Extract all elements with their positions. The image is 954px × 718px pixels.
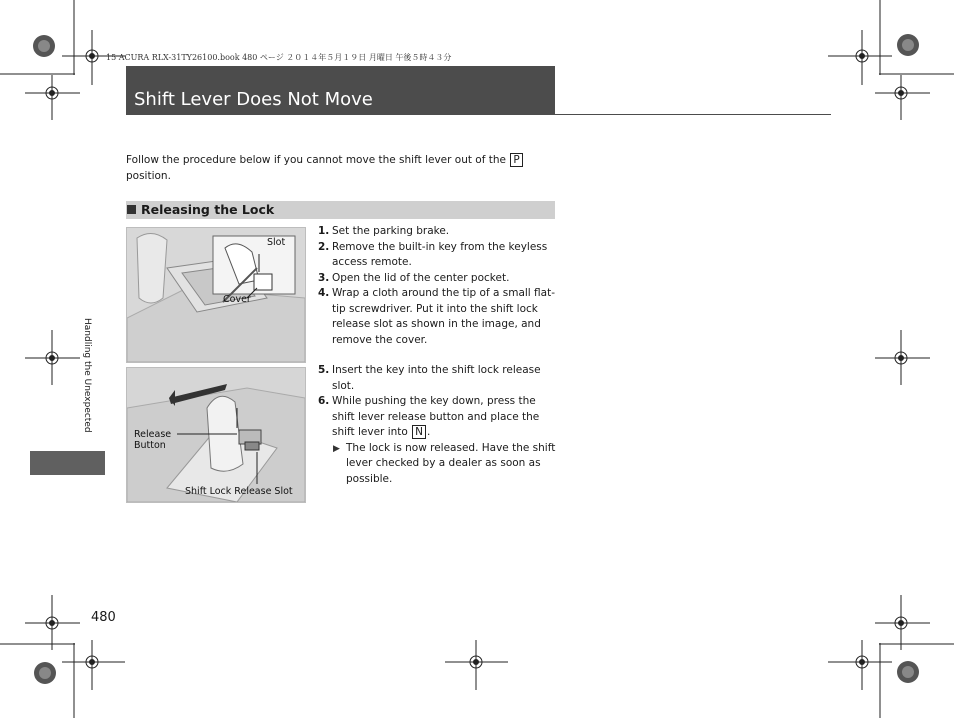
intro-text-before: Follow the procedure below if you cannot move the shift lever out of the xyxy=(126,154,506,166)
park-key-icon: P xyxy=(510,153,522,167)
steps-group-a xyxy=(318,224,558,348)
section-title: Releasing the Lock xyxy=(141,202,275,217)
step-text-end: . xyxy=(427,426,431,438)
step-number: 2. xyxy=(318,240,330,253)
steps-group-b xyxy=(318,363,558,487)
step-text: Set the parking brake. xyxy=(332,225,450,237)
figure-remove-cover xyxy=(126,227,306,363)
step-text: Open the lid of the center pocket. xyxy=(332,271,510,284)
result-arrow-icon: ▶ xyxy=(333,443,340,454)
printer-mark: 15 ACURA RLX-31TY26100.book 480 ページ ２０１４年５月１９日 月曜日 午後５時４３分 xyxy=(106,53,452,62)
neutral-key-icon: N xyxy=(412,425,426,439)
title-rule xyxy=(126,114,831,115)
callout-shift-lock-slot: Shift Lock Release Slot xyxy=(185,486,293,497)
step-item xyxy=(318,286,558,348)
step-number: 4. xyxy=(318,287,330,299)
step-item xyxy=(318,394,558,441)
step-item xyxy=(318,271,558,287)
step-item xyxy=(318,224,558,240)
step-text: Insert the key into the shift lock release slot. xyxy=(332,364,541,392)
callout-release-2: Button xyxy=(134,440,166,451)
center-console-illustration xyxy=(127,228,305,362)
step-text: Wrap a cloth around the tip of a small flat-tip screwdriver. Put it into the shift lock release slot as shown in the image, and remove the cover. xyxy=(332,287,556,346)
step-number: 3. xyxy=(318,271,330,284)
page-number: 480 xyxy=(91,610,116,625)
section-square-icon xyxy=(127,205,136,214)
callout-cover: Cover xyxy=(223,294,251,305)
page-title: Shift Lever Does Not Move xyxy=(134,89,373,110)
result-note xyxy=(318,441,558,488)
figure-shift-lock-release xyxy=(126,367,306,503)
step-text: Remove the built-in key from the keyless access remote. xyxy=(332,240,548,268)
step-number: 6. xyxy=(318,395,330,407)
side-tab-marker xyxy=(30,451,105,475)
intro-paragraph xyxy=(126,152,556,184)
side-section-label: Handling the Unexpected xyxy=(82,318,92,433)
step-text: While pushing the key down, press the shift lever release button and place the shift lever into xyxy=(332,395,540,438)
step-number: 5. xyxy=(318,364,330,376)
step-item xyxy=(318,363,558,394)
callout-release-1: Release xyxy=(134,429,172,440)
step-number: 1. xyxy=(318,225,330,237)
step-item xyxy=(318,240,558,271)
callout-slot: Slot xyxy=(267,237,286,248)
intro-text-after: position. xyxy=(126,170,171,182)
result-text: The lock is now released. Have the shift lever checked by a dealer as soon as possible. xyxy=(346,441,556,485)
